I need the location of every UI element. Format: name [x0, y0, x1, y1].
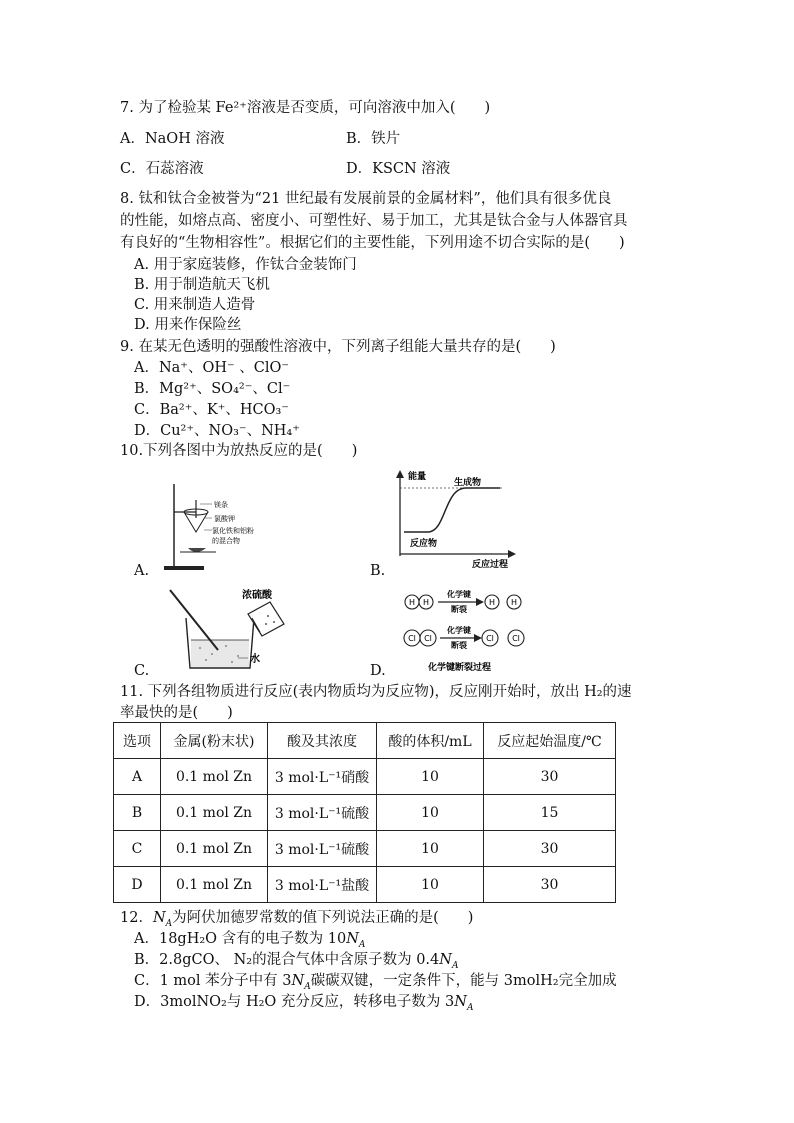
figure-c-dilution — [160, 588, 290, 674]
figure-b-ylabel: 能量 — [408, 472, 427, 482]
figure-b-energy-diagram — [390, 466, 520, 572]
q9-option-d: D．Cu²⁺、NO₃⁻、NH₄⁺ — [134, 423, 300, 439]
table-cell: A — [114, 759, 161, 795]
table-cell: 3 mol·L⁻¹硫酸 — [268, 795, 377, 831]
q7-option-d: D．KSCN 溶液 — [346, 161, 451, 177]
q12-na-symbol: N — [291, 973, 305, 989]
figure-a-label-3: 氯化铁和铝粉 — [212, 527, 254, 535]
table-cell: 10 — [377, 795, 484, 831]
q12-option-b-text: B．2.8gCO、 N₂的混合气体中含原子数为 0.4 — [134, 952, 440, 968]
q7-stem: 7. 为了检验某 Fe²⁺溶液是否变质，可向溶液中加入( ) — [120, 100, 491, 116]
figure-d-atom-h2: H — [422, 598, 430, 607]
table-row — [114, 867, 616, 903]
q8-option-d: D. 用来作保险丝 — [134, 317, 242, 333]
figure-b-product: 生成物 — [454, 478, 482, 488]
q10-stem: 10.下列各图中为放热反应的是( ) — [120, 443, 358, 459]
figure-b-reactant: 反应物 — [410, 539, 438, 549]
table-header: 酸的体积/mL — [377, 723, 484, 759]
q9-option-c: C．Ba²⁺、K⁺、HCO₃⁻ — [134, 402, 289, 418]
q8-option-b: B. 用于制造航天飞机 — [134, 277, 270, 293]
q9-option-b: B．Mg²⁺、SO₄²⁻、Cl⁻ — [134, 381, 291, 397]
q10-option-c: C. — [134, 663, 150, 679]
q11-line-1: 11. 下列各组物质进行反应(表内物质均为反应物)，反应刚开始时，放出 H₂的速 — [120, 684, 632, 700]
table-row — [114, 831, 616, 867]
table-row — [114, 759, 616, 795]
q12-option-d — [134, 993, 473, 1011]
q10-option-a: A. — [134, 563, 150, 579]
figure-d-bond-breaking — [402, 586, 532, 676]
table-cell: 15 — [484, 795, 616, 831]
table-cell: C — [114, 831, 161, 867]
q10-option-b: B. — [370, 563, 386, 579]
figure-d-atom-cl1: Cl — [408, 634, 416, 643]
q10-option-d: D. — [370, 663, 386, 679]
q12-stem-text: 为阿伏加德罗常数的值下列说法正确的是( ) — [172, 910, 474, 926]
table-cell: 10 — [377, 867, 484, 903]
q12-option-a-text: A．18gH₂O 含有的电子数为 10 — [134, 931, 347, 947]
q8-line-1: 8. 钛和钛合金被誉为“21 世纪最有发展前景的金属材料”，他们具有很多优良 — [120, 191, 612, 207]
figure-b-xlabel: 反应过程 — [472, 560, 509, 570]
table-cell: 30 — [484, 759, 616, 795]
q11-table — [113, 722, 616, 903]
q12-na-symbol: N — [439, 952, 452, 968]
q9-option-a: A．Na⁺、OH⁻ 、ClO⁻ — [134, 360, 290, 376]
table-header: 选项 — [114, 723, 161, 759]
q9-stem: 9. 在某无色透明的强酸性溶液中，下列离子组能大量共存的是( ) — [120, 339, 556, 355]
figure-d-atom-cl4: Cl — [512, 634, 520, 643]
table-cell: 0.1 mol Zn — [161, 795, 268, 831]
figure-a-label-2: 氯酸钾 — [214, 515, 235, 523]
table-cell: 10 — [377, 831, 484, 867]
figure-d-atom-cl2: Cl — [424, 634, 432, 643]
table-row — [114, 795, 616, 831]
figure-d-arrow-top-2: 化学键 — [447, 626, 471, 635]
q8-line-2: 的性能，如熔点高、密度小、可塑性好、易于加工，尤其是钛合金与人体器官具 — [120, 213, 628, 229]
figure-d-arrow-bottom-2: 断裂 — [451, 641, 467, 650]
figure-d-atom-h1: H — [408, 598, 416, 607]
q7-option-a: A．NaOH 溶液 — [120, 131, 225, 147]
q8-option-a: A. 用于家庭装修，作钛合金装饰门 — [134, 257, 357, 273]
q11-line-2: 率最快的是( ) — [120, 705, 233, 721]
table-cell: B — [114, 795, 161, 831]
table-header: 反应起始温度/℃ — [484, 723, 616, 759]
table-cell: 3 mol·L⁻¹盐酸 — [268, 867, 377, 903]
q12-stem — [120, 909, 473, 927]
figure-d-atom-cl3: Cl — [486, 634, 494, 643]
figure-d-arrow-top-1: 化学键 — [447, 590, 471, 599]
figure-c-acid-label: 浓硫酸 — [242, 590, 272, 601]
q12-na-symbol: N — [152, 910, 166, 926]
table-cell: 0.1 mol Zn — [161, 759, 268, 795]
table-header: 酸及其浓度 — [268, 723, 377, 759]
table-header-row — [114, 723, 616, 759]
q12-na-subscript: A — [358, 939, 366, 950]
table-cell: 3 mol·L⁻¹硝酸 — [268, 759, 377, 795]
table-cell: 0.1 mol Zn — [161, 867, 268, 903]
q12-option-b — [134, 951, 458, 969]
table-cell: 3 mol·L⁻¹硫酸 — [268, 831, 377, 867]
q8-line-3: 有良好的“生物相容性”。根据它们的主要性能，下列用途不切合实际的是( ) — [120, 235, 625, 251]
q7-option-b: B．铁片 — [346, 131, 401, 147]
q12-option-c-text: C．1 mol 苯分子中有 3 — [134, 973, 292, 989]
table-cell: 10 — [377, 759, 484, 795]
table-cell: D — [114, 867, 161, 903]
figure-d-arrow-bottom-1: 断裂 — [451, 605, 467, 614]
table-cell: 0.1 mol Zn — [161, 831, 268, 867]
q8-option-c: C. 用来制造人造骨 — [134, 297, 256, 313]
table-cell: 30 — [484, 831, 616, 867]
q12-na-subscript: A — [304, 981, 311, 992]
figure-a-label-4: 的混合物 — [212, 537, 240, 545]
figure-c-water-label: 水 — [250, 654, 260, 665]
q12-option-c — [134, 972, 617, 990]
q12-number: 12． — [120, 910, 153, 926]
q12-na-subscript: A — [466, 1002, 474, 1013]
figure-a-thermite — [160, 482, 270, 572]
q12-na-symbol: N — [454, 994, 467, 1010]
figure-a-label-1: 镁条 — [214, 501, 228, 509]
figure-d-caption: 化学键断裂过程 — [428, 663, 492, 673]
q12-na-subscript: A — [451, 960, 459, 971]
q12-na-subscript: A — [165, 918, 173, 929]
table-header: 金属(粉末状) — [161, 723, 268, 759]
q7-option-c: C．石蕊溶液 — [120, 161, 204, 177]
q12-na-symbol: N — [346, 931, 359, 947]
figure-d-atom-h3: H — [488, 598, 496, 607]
table-cell: 30 — [484, 867, 616, 903]
figure-d-atom-h4: H — [510, 598, 518, 607]
q12-option-c-text-2: 碳碳双键，一定条件下，能与 3molH₂完全加成 — [310, 973, 617, 989]
q12-option-a — [134, 930, 365, 948]
q12-option-d-text: D．3molNO₂与 H₂O 充分反应，转移电子数为 3 — [134, 994, 455, 1010]
